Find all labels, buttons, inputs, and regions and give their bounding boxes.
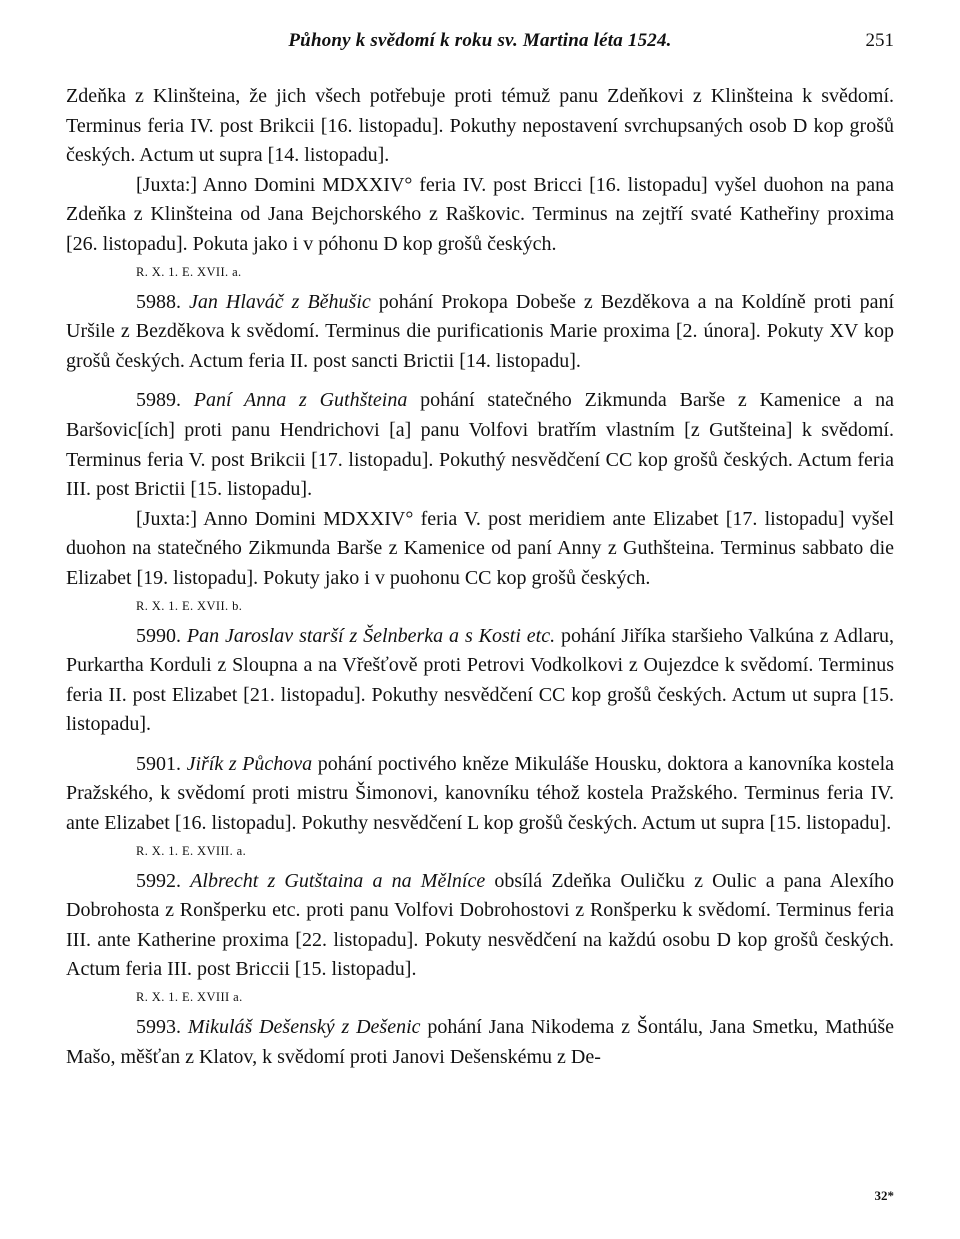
entry-number: 5990.: [136, 624, 181, 647]
entry-party: Albrecht z Gutštaina a na Mělníce: [190, 869, 486, 892]
page-body: [66, 82, 894, 1072]
running-title: Půhony k svědomí k roku sv. Martina léta 1524.: [288, 30, 672, 51]
archive-signature: R. X. 1. E. XVII. b.: [136, 598, 243, 613]
paragraph: [Juxta:] Anno Domini MDXXIV° feria IV. post Bricci [16. listopadu] vyšel duohon na pana Zdeňka z Klinšteina od Jana Bejchorského z Raškovic. Terminus na zejtří svaté Katheřiny proxima [26. listopadu]. Pokuta jako i v póhonu D kop grošů českých.: [66, 173, 894, 255]
entry-5993: 5993. Mikuláš Dešenský z Dešenic pohání Jana Nikodema z Šontálu, Jana Smetku, Mathúše Mašo, měšťan z Klatov, k svědomí proti Janovi Dešenskému z De-: [66, 1016, 894, 1068]
paragraph: [Juxta:] Anno Domini MDXXIV° feria V. post meridiem ante Elizabet [17. listopadu] vyšel duohon na statečného Zikmunda Barše z Kamenice od paní Anny z Guthšteina. Terminus sabbato die Elizabet [19. listopadu]. Pokuty jako i v puohonu CC kop grošů českých.: [66, 507, 894, 589]
archive-signature: R. X. 1. E. XVII. a.: [136, 264, 242, 279]
paragraph: Zdeňka z Klinšteina, že jich všech potřebuje proti témuž panu Zdeňkovi z Klinšteina k svědomí. Terminus feria IV. post Brikcii [16. listopadu]. Pokuthy nepostavení svrchupsaných osob D kop grošů českých. Actum ut supra [14. listopadu].: [66, 85, 894, 167]
entry-party: Jan Hlaváč z Běhušic: [189, 290, 371, 313]
entry-party: Jiřík z Půchova: [186, 752, 313, 775]
entry-number: 5988.: [136, 290, 181, 313]
entry-5992: 5992. Albrecht z Gutštaina a na Mělníce obsílá Zdeňka Ouličku z Oulic a pana Alexího Dobrohosta z Ronšperku etc. proti panu Volfovi Dobrohostovi z Ronšperku k svědomí. Terminus feria III. ante Katherine proxima [22. listopadu]. Pokuty nesvědčení na každú osobu D kop grošů českých. Actum feria III. post Briccii [15. listopadu].: [66, 869, 895, 981]
entry-party: Pan Jaroslav starší z Šelnberka a s Kosti etc.: [186, 624, 556, 647]
entry-number: 5993.: [136, 1016, 181, 1039]
document-page: [66, 30, 894, 1072]
entry-5901: 5901. Jiřík z Půchova pohání poctivého kněze Mikuláše Housku, doktora a kanovníka kostela Pražského, k svědomí proti mistru Šimonovi, kanovníku téhož kostela Pražského. Terminus feria IV. ante Elizabet [16. listopadu]. Pokuthy nesvědčení L kop grošů českých. Actum ut supra [15. listopadu].: [66, 752, 895, 835]
entry-party: Mikuláš Dešenský z Dešenic: [187, 1016, 421, 1039]
archive-signature: R. X. 1. E. XVIII a.: [136, 990, 243, 1005]
entry-5989: 5989. Paní Anna z Guthšteina pohání statečného Zikmunda Barše z Kamenice a na Baršovic[ích] proti panu Hendrichovi [a] panu Volfovi bratřím vlastním [z Gutšteina] k svědomí. Terminus feria V. post Brikcii [17. listopadu]. Pokuthý nesvědčení CC kop grošů českých. Actum feria III. post Brictii [15. listopadu].: [66, 389, 895, 501]
entry-5988: 5988. Jan Hlaváč z Běhušic pohání Prokopa Dobeše z Bezděkova a na Koldíně proti paní Uršile z Bezděkova k svědomí. Terminus die purificationis Marie proxima [2. února]. Pokuty XV kop grošů českých. Actum feria II. post sancti Brictii [14. listopadu].: [66, 290, 895, 372]
page-header: [66, 30, 894, 60]
page-number: 251: [865, 30, 894, 51]
archive-signature: R. X. 1. E. XVIII. a.: [136, 843, 247, 858]
entry-number: 5989.: [136, 389, 181, 412]
entry-number: 5992.: [136, 869, 181, 892]
entry-5990: 5990. Pan Jaroslav starší z Šelnberka a s Kosti etc. pohání Jiříka staršieho Valkúna z Adlaru, Purkartha Korduli z Sloupna a na Vřešťově proti Petrovi Vodkolkovi z Oujezdce k svědomí. Terminus feria II. post Elizabet [21. listopadu]. Pokuthy nesvědčení CC kop grošů českých. Actum ut supra [15. listopadu].: [66, 624, 895, 736]
printer-signature: 32*: [874, 1188, 894, 1203]
entry-party: Paní Anna z Guthšteina: [193, 389, 408, 412]
entry-number: 5901.: [136, 752, 181, 775]
